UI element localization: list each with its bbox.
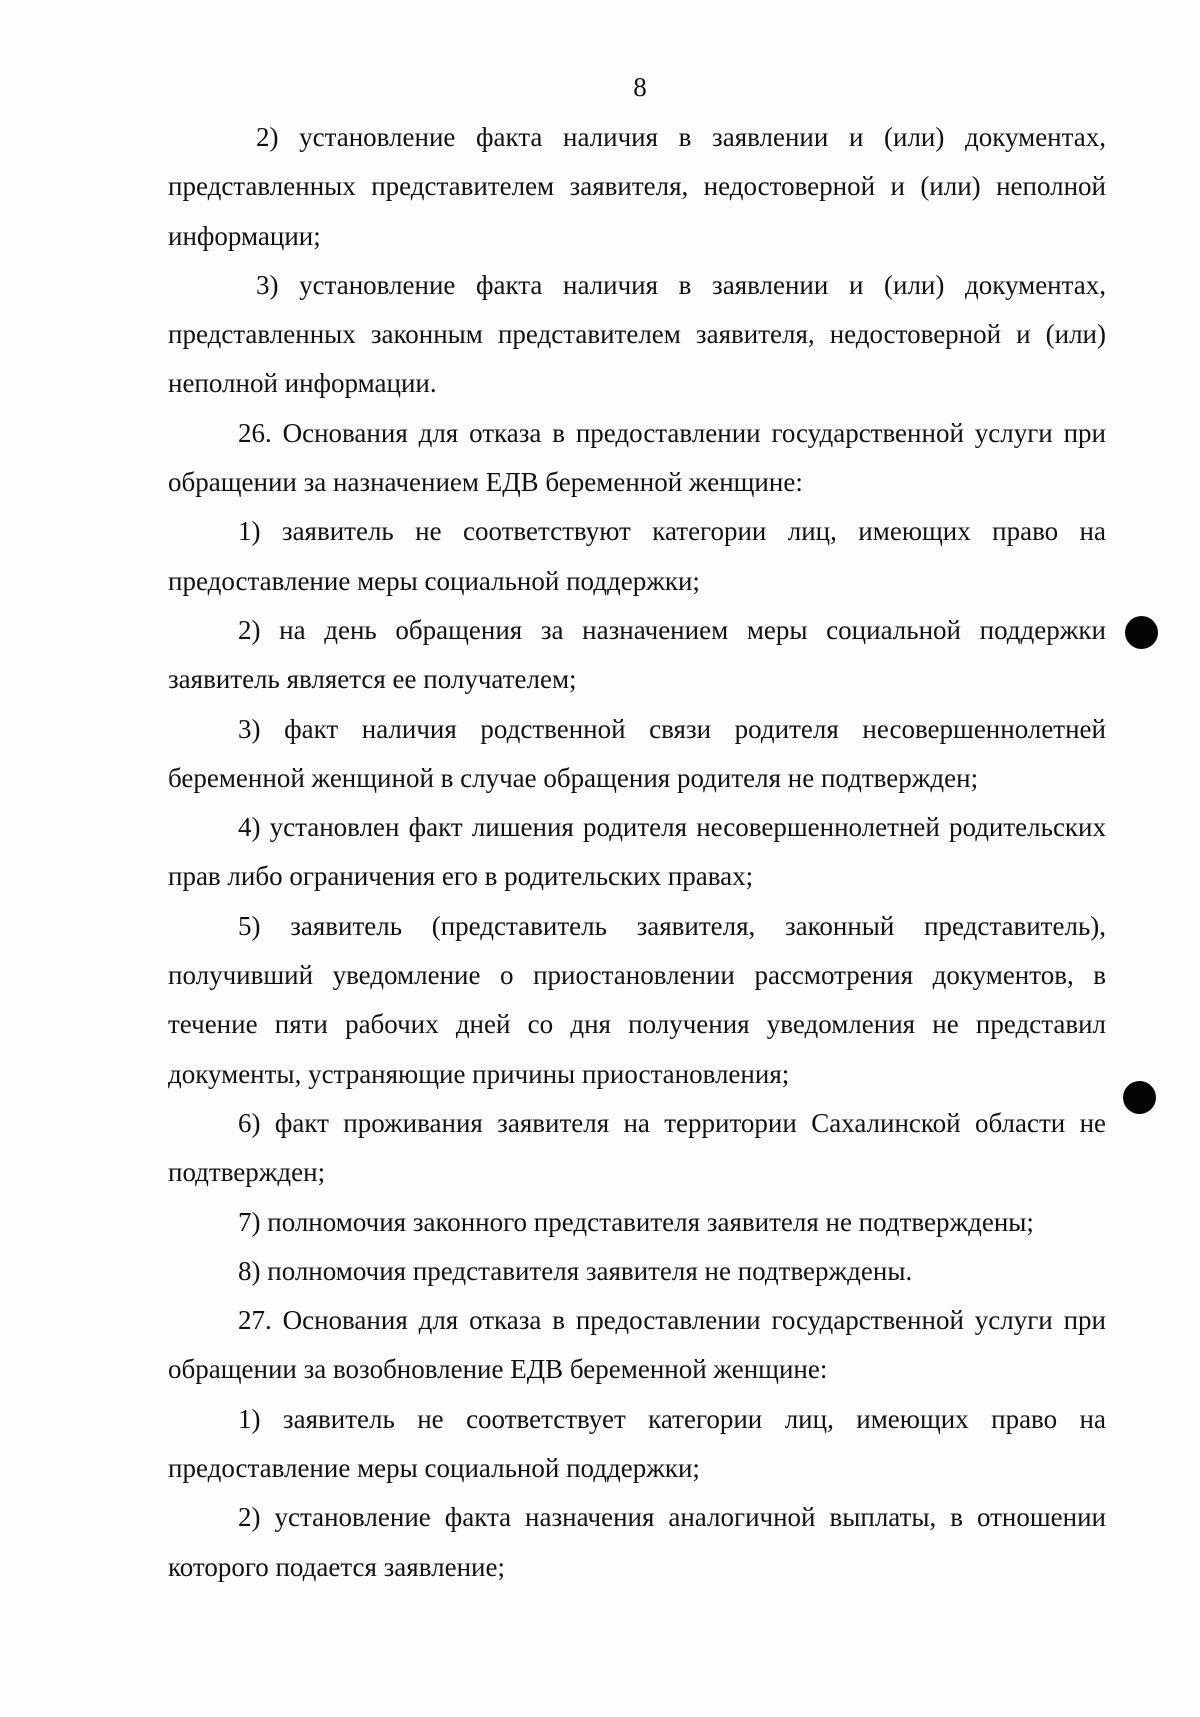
- paragraph-27-item-1: 1) заявитель не соответствует категории лиц, имеющих право на предоставление меры социальной поддержки;: [168, 1403, 1106, 1484]
- paragraph-26-item-8: 8) полномочия представителя заявителя не подтверждены.: [238, 1255, 913, 1286]
- paragraph-26-item-5: 5) заявитель (представитель заявителя, законный представитель), получивший уведомление о приостановлении рассмотрения документов, в течение пяти рабочих дней со дня получения уведомления не представил документы, устраняющие причины приостановления;: [168, 910, 1106, 1089]
- paragraph-26-item-2: 2) на день обращения за назначением меры социальной поддержки заявитель является ее получателем;: [168, 614, 1106, 695]
- paragraph-26-item-4: 4) установлен факт лишения родителя несовершеннолетней родительских прав либо ограничения его в родительских правах;: [168, 812, 1106, 892]
- paragraph-26-item-3: 3) факт наличия родственной связи родителя несовершеннолетней беременной женщиной в случае обращения родителя не подтвержден;: [168, 713, 1106, 793]
- paragraph-27-item-2: 2) установление факта назначения аналогичной выплаты, в отношении которого подается заявление;: [168, 1502, 1106, 1582]
- paragraph-item-3-false-info-legal-representative: 3) установление факта наличия в заявлении и (или) документах, представленных законным представителем заявителя, недостоверной и (или) неполной информации.: [168, 269, 1106, 399]
- paragraph-26-item-7: 7) полномочия законного представителя заявителя не подтверждены;: [238, 1206, 1034, 1237]
- punch-hole-top: [1125, 616, 1158, 649]
- paragraph-item-2-false-info-representative: 2) установление факта наличия в заявлении и (или) документах, представленных представителем заявителя, недостоверной и (или) неполной информации;: [168, 122, 1106, 251]
- punch-hole-bottom: [1123, 1081, 1156, 1114]
- document-body: [168, 113, 1106, 1592]
- paragraph-section-27-heading: 27. Основания для отказа в предоставлении государственной услуги при обращении за возобновление ЕДВ беременной женщине:: [168, 1305, 1106, 1385]
- paragraph-26-item-1: 1) заявитель не соответствуют категории лиц, имеющих право на предоставление меры социальной поддержки;: [168, 516, 1106, 596]
- paragraph-section-26-heading: 26. Основания для отказа в предоставлении государственной услуги при обращении за назначением ЕДВ беременной женщине:: [168, 417, 1106, 498]
- paragraph-26-item-6: 6) факт проживания заявителя на территории Сахалинской области не подтвержден;: [168, 1107, 1106, 1188]
- page-number: 8: [633, 72, 647, 102]
